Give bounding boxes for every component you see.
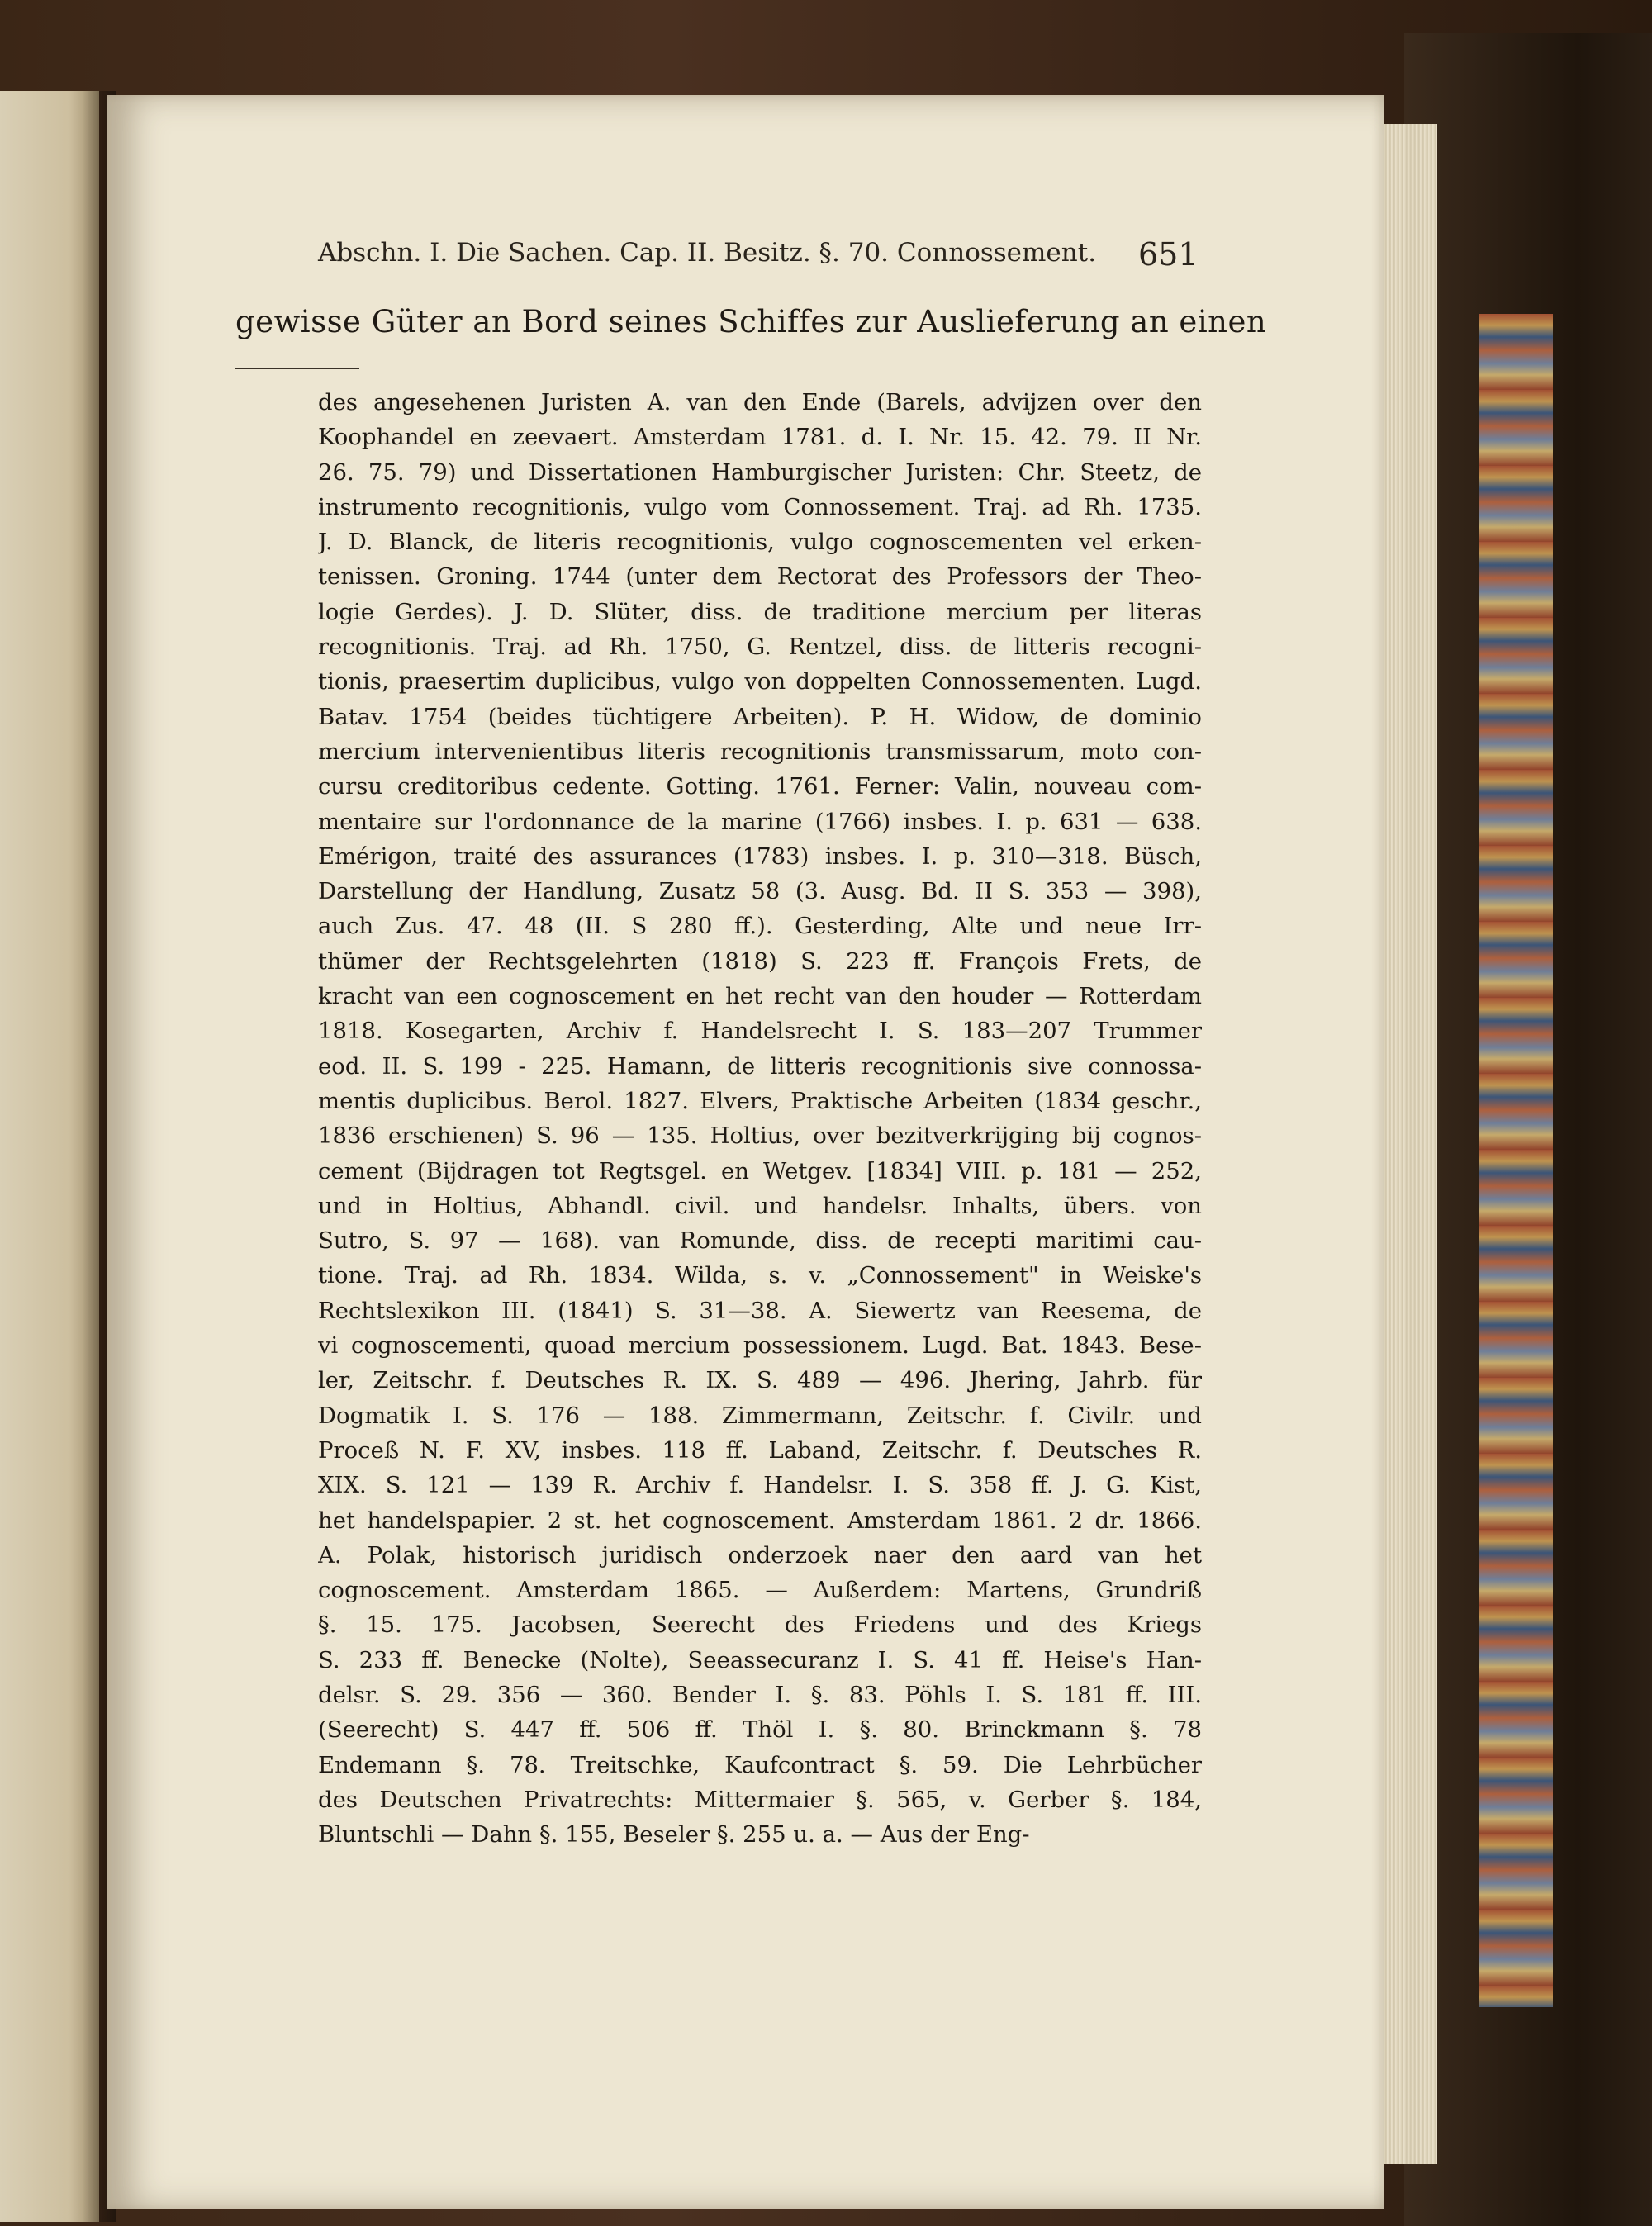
footnote-line: Proceß N. F. XV, insbes. 118 ff. Laband, Zeitschr. f. Deutsches R. bbox=[318, 1436, 1202, 1464]
footnote-line: (Seerecht) S. 447 ff. 506 ff. Thöl I. §. 80. Brinckmann §. 78 bbox=[318, 1716, 1202, 1744]
footnote-line: 1818. Kosegarten, Archiv f. Handelsrecht I. S. 183—207 Trummer bbox=[318, 1018, 1202, 1045]
footnote-line: auch Zus. 47. 48 (II. S 280 ff.). Gesterding, Alte und neue Irr- bbox=[318, 913, 1202, 940]
footnote-line: 26. 75. 79) und Dissertationen Hamburgischer Juristen: Chr. Steetz, de bbox=[318, 458, 1202, 486]
footnote-line: Rechtslexikon III. (1841) S. 31—38. A. Siewertz van Reesema, de bbox=[318, 1297, 1202, 1324]
footnote-line: recognitionis. Traj. ad Rh. 1750, G. Rentzel, diss. de litteris recogni- bbox=[318, 634, 1202, 661]
footnote-line: cement (Bijdragen tot Regtsgel. en Wetgev. [1834] VIII. p. 181 — 252, bbox=[318, 1157, 1202, 1184]
footnote-line: Emérigon, traité des assurances (1783) insbes. I. p. 310—318. Büsch, bbox=[318, 842, 1202, 870]
footnote-line: A. Polak, historisch juridisch onderzoek naer den aard van het bbox=[318, 1541, 1202, 1569]
footnote-line: delsr. S. 29. 356 — 360. Bender I. §. 83. Pöhls I. S. 181 ff. III. bbox=[318, 1681, 1202, 1708]
footnote-body bbox=[318, 385, 1202, 1852]
running-head: Abschn. I. Die Sachen. Cap. II. Besitz. §. 70. Connossement. bbox=[318, 238, 1097, 268]
footnote-line: und in Holtius, Abhandl. civil. und handelsr. Inhalts, übers. von bbox=[318, 1192, 1202, 1219]
footnote-line: cognoscement. Amsterdam 1865. — Außerdem: Martens, Grundriß bbox=[318, 1577, 1202, 1604]
footnote-line: Endemann §. 78. Treitschke, Kaufcontract §. 59. Die Lehrbücher bbox=[318, 1751, 1202, 1778]
footnote-line: logie Gerdes). J. D. Slüter, diss. de traditione mercium per literas bbox=[318, 598, 1202, 625]
footnote-line: instrumento recognitionis, vulgo vom Connossement. Traj. ad Rh. 1735. bbox=[318, 493, 1202, 520]
footnote-line: cursu creditoribus cedente. Gotting. 1761. Ferner: Valin, nouveau com- bbox=[318, 773, 1202, 800]
footnote-line: 1836 erschienen) S. 96 — 135. Holtius, over bezitverkrijging bij cognos- bbox=[318, 1122, 1202, 1150]
footnote-line: des angesehenen Juristen A. van den Ende (Barels, advijzen over den bbox=[318, 389, 1202, 415]
footnote-line: vi cognoscementi, quoad mercium possessionem. Lugd. Bat. 1843. Bese- bbox=[318, 1332, 1202, 1360]
footnote-line: des Deutschen Privatrechts: Mittermaier §. 565, v. Gerber §. 184, bbox=[318, 1786, 1202, 1813]
footnote-line: eod. II. S. 199 - 225. Hamann, de litteris recognitionis sive connossa- bbox=[318, 1052, 1202, 1080]
footnote-line: tionis, praesertim duplicibus, vulgo von doppelten Connossementen. Lugd. bbox=[318, 668, 1202, 695]
footnote-line: Batav. 1754 (beides tüchtigere Arbeiten). P. H. Widow, de dominio bbox=[318, 703, 1202, 730]
footnote-line: §. 15. 175. Jacobsen, Seerecht des Friedens und des Kriegs bbox=[318, 1611, 1202, 1639]
footnote-line: Koophandel en zeevaert. Amsterdam 1781. d. I. Nr. 15. 42. 79. II Nr. bbox=[318, 424, 1202, 451]
footnote-line: J. D. Blanck, de literis recognitionis, vulgo cognoscementen vel erken- bbox=[318, 529, 1202, 556]
page-number: 651 bbox=[1138, 236, 1199, 273]
footnote-line: tenissen. Groning. 1744 (unter dem Rectorat des Professors der Theo- bbox=[318, 563, 1202, 591]
page-edges bbox=[1379, 124, 1437, 2164]
footnote-line: tione. Traj. ad Rh. 1834. Wilda, s. v. „Connossement" in Weiske's bbox=[318, 1262, 1202, 1289]
footnote-line: Bluntschli — Dahn §. 155, Beseler §. 255 u. a. — Aus der Eng- bbox=[318, 1821, 1030, 1849]
footnote-line: mercium intervenientibus literis recognitionis transmissarum, moto con- bbox=[318, 738, 1202, 765]
footnote-line: Sutro, S. 97 — 168). van Romunde, diss. de recepti maritimi cau- bbox=[318, 1227, 1202, 1255]
footnote-line: kracht van een cognoscement en het recht van den houder — Rotterdam bbox=[318, 983, 1202, 1010]
footnote-line: mentis duplicibus. Berol. 1827. Elvers, Praktische Arbeiten (1834 geschr., bbox=[318, 1087, 1202, 1114]
footnote-line: ler, Zeitschr. f. Deutsches R. IX. S. 489 — 496. Jhering, Jahrb. für bbox=[318, 1367, 1202, 1394]
footnote-line: S. 233 ff. Benecke (Nolte), Seeassecuranz I. S. 41 ff. Heise's Han- bbox=[318, 1646, 1202, 1673]
footnote-line: Darstellung der Handlung, Zusatz 58 (3. Ausg. Bd. II S. 353 — 398), bbox=[318, 878, 1202, 905]
marbled-edge bbox=[1479, 314, 1553, 2007]
main-text-line: gewisse Güter an Bord seines Schiffes zur Auslieferung an einen bbox=[235, 304, 1267, 339]
footnote-line: thümer der Rechtsgelehrten (1818) S. 223 ff. François Frets, de bbox=[318, 947, 1202, 975]
footnote-line: mentaire sur l'ordonnance de la marine (1766) insbes. I. p. 631 — 638. bbox=[318, 808, 1202, 835]
footnote-rule bbox=[235, 368, 359, 369]
footnote-line: het handelspapier. 2 st. het cognoscement. Amsterdam 1861. 2 dr. 1866. bbox=[318, 1507, 1202, 1534]
footnote-line: XIX. S. 121 — 139 R. Archiv f. Handelsr. I. S. 358 ff. J. G. Kist, bbox=[318, 1472, 1202, 1499]
footnote-line: Dogmatik I. S. 176 — 188. Zimmermann, Zeitschr. f. Civilr. und bbox=[318, 1402, 1202, 1429]
